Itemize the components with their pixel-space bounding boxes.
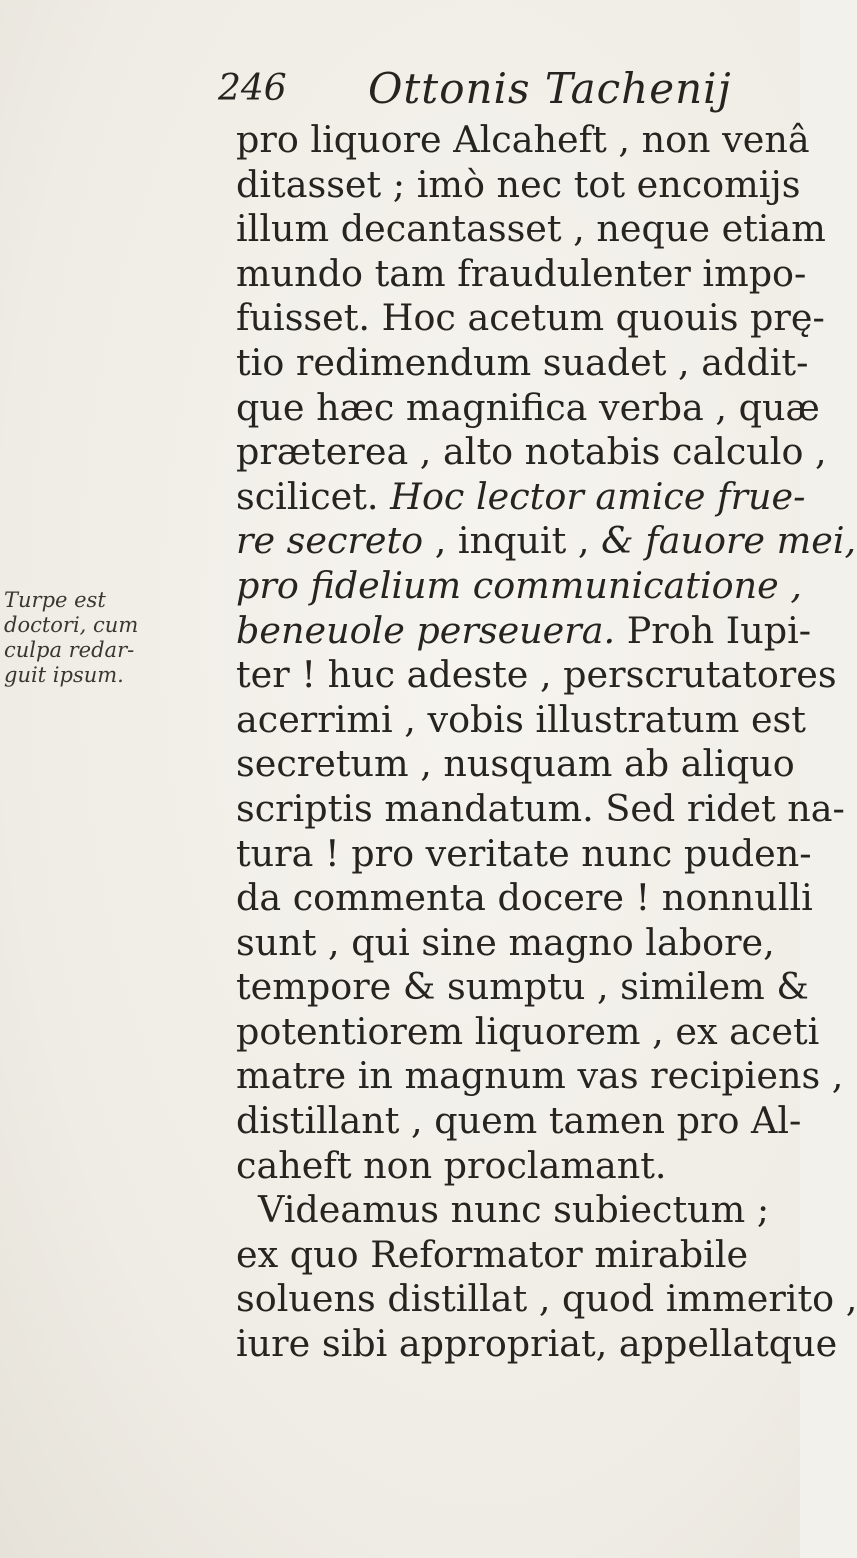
page-header xyxy=(218,64,778,124)
text-run: secretum , nusquam ab aliquo xyxy=(236,742,795,786)
text-line xyxy=(236,251,807,297)
text-line xyxy=(236,296,825,341)
text-run: , inquit , xyxy=(423,519,602,563)
text-run: iure sibi appropriat, appellatque xyxy=(236,1322,838,1366)
text-line xyxy=(236,563,802,609)
marginal-note xyxy=(4,588,232,688)
text-line xyxy=(236,1054,844,1099)
text-run: scriptis mandatum. Sed ridet na- xyxy=(236,786,845,830)
text-run: scilicet. xyxy=(236,474,391,518)
text-line xyxy=(236,385,820,431)
text-line xyxy=(236,921,796,966)
italic-text-run: Hoc lector amice frue- xyxy=(390,474,806,518)
text-run: tempore & sumptu , similem & xyxy=(236,965,809,1009)
text-line xyxy=(236,1144,796,1189)
text-line xyxy=(236,207,826,252)
text-run: acerrimi , vobis illustratum est xyxy=(236,697,806,741)
marginal-note-line: guit ipsum. xyxy=(4,663,124,687)
text-run: Videamus nunc subiectum ; xyxy=(258,1188,770,1232)
text-run: Proh Iupi- xyxy=(615,608,812,652)
text-line xyxy=(236,1188,796,1233)
text-line xyxy=(236,965,809,1010)
text-line xyxy=(236,1322,838,1367)
text-line xyxy=(236,786,845,832)
text-line xyxy=(236,340,809,386)
text-line xyxy=(236,876,813,921)
text-line xyxy=(236,742,796,787)
marginal-note-line: culpa redar- xyxy=(4,638,135,662)
text-run: potentiorem liquorem , ex aceti xyxy=(236,1009,820,1053)
marginal-note-line: doctori, cum xyxy=(4,613,139,637)
text-line xyxy=(236,162,801,208)
text-run: que hæc magnifica verba , quæ xyxy=(236,385,820,429)
text-run: fuisset. Hoc acetum quouis prę- xyxy=(236,296,825,340)
text-run: tura ! pro veritate nunc puden- xyxy=(236,831,812,875)
italic-text-run: pro fidelium communicatione , xyxy=(236,563,802,607)
text-run: matre in magnum vas recipiens , xyxy=(236,1054,844,1098)
body-text xyxy=(236,118,857,1367)
text-run: mundo tam fraudulenter impo- xyxy=(236,251,807,295)
text-line xyxy=(236,430,827,475)
marginal-note-line: Turpe est xyxy=(4,588,106,612)
text-run: ditasset ; imò nec tot encomijs xyxy=(236,162,801,206)
running-title: Ottonis Tachenij xyxy=(368,64,732,113)
text-line xyxy=(236,1233,796,1278)
text-line xyxy=(236,831,812,877)
text-line xyxy=(236,608,812,654)
page-number: 246 xyxy=(218,68,287,109)
text-run: ter ! huc adeste , perscrutatores xyxy=(236,653,837,697)
text-run: caheft non proclamant. xyxy=(236,1143,667,1187)
text-run: soluens distillat , quod immerito , xyxy=(236,1277,857,1321)
italic-text-run: beneuole perseuera. xyxy=(236,608,616,652)
text-run: da commenta docere ! nonnulli xyxy=(236,876,813,920)
text-line xyxy=(236,653,837,698)
text-run: sunt , qui sine magno labore, xyxy=(236,920,775,964)
text-run: illum decantasset , neque etiam xyxy=(236,207,826,251)
text-line xyxy=(236,118,810,163)
text-run: tio redimendum suadet , addit- xyxy=(236,340,809,384)
italic-text-run: re secreto xyxy=(236,519,424,563)
text-run: pro liquore Alcaheft , non venâ xyxy=(236,118,810,161)
text-line xyxy=(236,1277,857,1322)
text-run: præterea , alto notabis calculo , xyxy=(236,430,827,474)
text-run: ex quo Reformator mirabile xyxy=(236,1232,749,1276)
text-line xyxy=(236,1099,802,1144)
text-line xyxy=(236,697,806,743)
text-run: distillant , quem tamen pro Al- xyxy=(236,1099,802,1143)
text-line xyxy=(236,1009,820,1055)
text-line xyxy=(236,519,857,564)
text-line xyxy=(236,474,806,520)
italic-text-run: & fauore mei, xyxy=(601,519,857,563)
